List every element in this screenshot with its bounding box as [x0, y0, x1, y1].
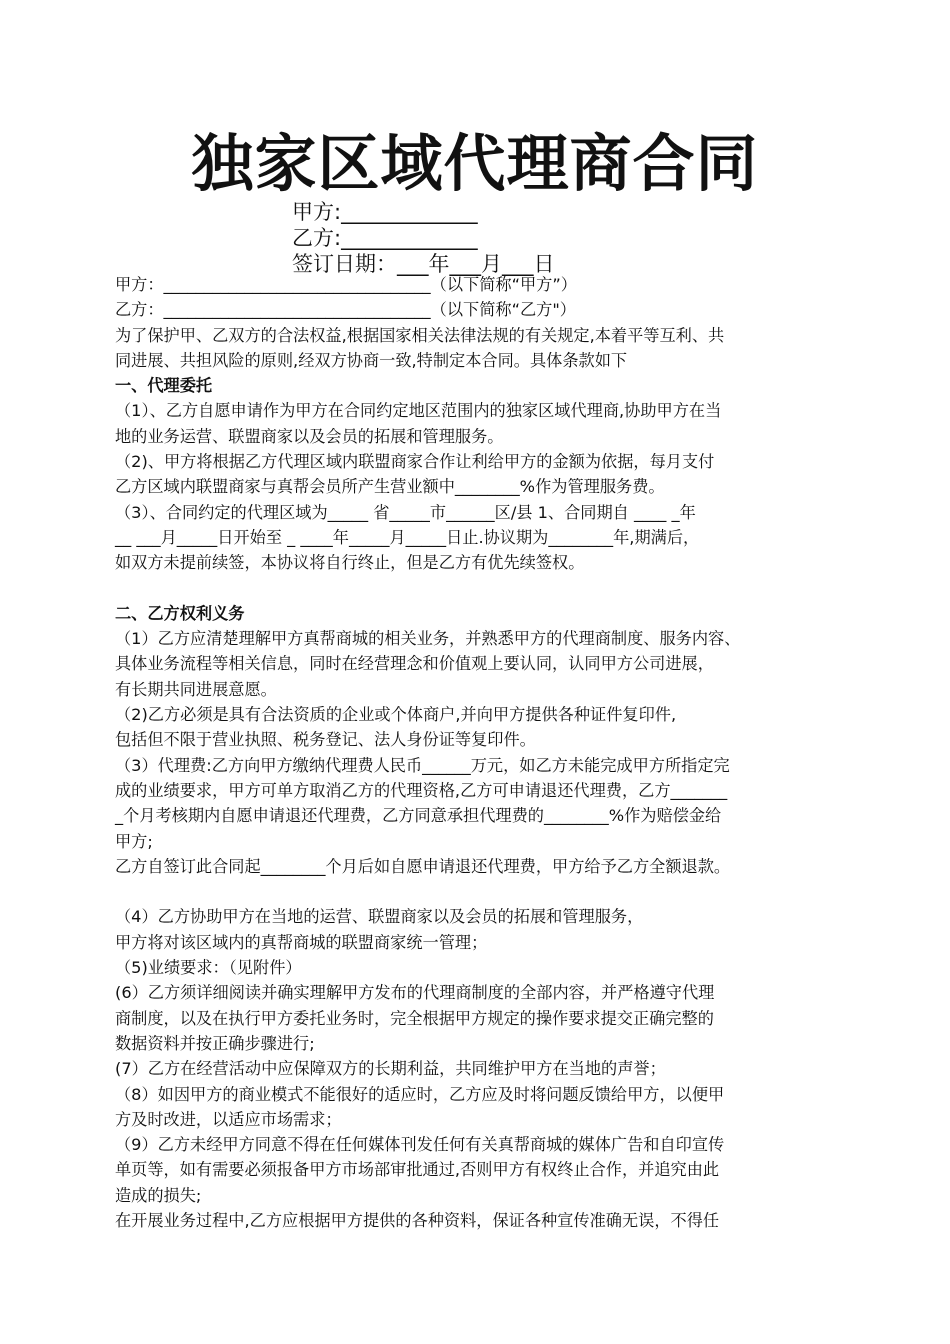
party-b-line: 乙方：_________________________________（以下简称“乙方"） [115, 300, 576, 320]
party-a-line: 甲方：_________________________________（以下简称“甲方”） [115, 275, 577, 294]
clause-line: 数据资料并按正确步骤进行; [115, 1033, 315, 1053]
clause-line: （4）乙方协助甲方在当地的运营、联盟商家以及会员的拓展和管理服务， [115, 907, 644, 927]
clause-line: 单页等，如有需要必须报备甲方市场部审批通过,否则甲方有权终止合作，并追究由此 [115, 1160, 720, 1180]
clause-line: （1）乙方应清楚理解甲方真帮商城的相关业务，并熟悉甲方的代理商制度、服务内容、 [115, 629, 741, 649]
clause-line: (6）乙方须详细阅读并确实理解甲方发布的代理商制度的全部内容，并严格遵守代理 [115, 983, 715, 1003]
clause-line: 乙方自签订此合同起________个月后如自愿申请退还代理费，甲方给予乙方全额退款。 [115, 856, 731, 876]
clause-line: 甲方将对该区域内的真帮商城的联盟商家统一管理； [115, 932, 488, 952]
clause-line: （5)业绩要求：（见附件） [115, 958, 302, 978]
clause-line: (7）乙方在经营活动中应保障双方的长期利益，共同维护甲方在当地的声誉； [115, 1059, 666, 1079]
clause-line: 方及时改进，以适应市场需求； [115, 1109, 342, 1129]
clause-line: （3）代理费:乙方向甲方缴纳代理费人民币______万元，如乙方未能完成甲方所指定完 [115, 755, 730, 775]
clause-line: （9）乙方未经甲方同意不得在任何媒体刊发任何有关真帮商城的媒体广告和自印宣传 [115, 1135, 725, 1155]
clause-line: 造成的损失; [115, 1185, 202, 1205]
section-2-heading: 二、乙方权利义务 [115, 603, 245, 623]
clause-line: （1）、乙方自愿申请作为甲方在合同约定地区范围内的独家区域代理商,协助甲方在当 [115, 401, 722, 421]
clause-line: （2)乙方必须是具有合法资质的企业或个体商户,并向甲方提供各种证件复印件, [115, 705, 677, 725]
blank-line [115, 576, 855, 601]
header-party-b: 乙方:_____________ [292, 226, 478, 250]
clause-line: __ ___月_____日开始至 _ ____年_____月_____日止.协议期为________年,期满后， [115, 527, 700, 547]
clause-line: 地的业务运营、联盟商家以及会员的拓展和管理服务。 [115, 426, 504, 446]
clause-line: 具体业务流程等相关信息，同时在经营理念和价值观上要认同，认同甲方公司进展， [115, 654, 714, 674]
header-party-a: 甲方:_____________ [292, 200, 478, 224]
clause-line: 有长期共同进展意愿。 [115, 679, 277, 699]
section-1-heading: 一、代理委托 [115, 376, 213, 396]
clause-line: （3）、合同约定的代理区域为_____ 省_____市______区/县 1、合同期自 ____ _年 [115, 502, 696, 522]
clause-line: 甲方; [115, 831, 153, 851]
clause-line: 商制度，以及在执行甲方委托业务时，完全根据甲方规定的操作要求提交正确完整的 [115, 1008, 714, 1028]
preamble-line: 为了保护甲、乙双方的合法权益,根据国家相关法律法规的有关规定,本着平等互利、共 [115, 325, 725, 345]
clause-line: （2)、甲方将根据乙方代理区域内联盟商家合作让利给甲方的金额为依据，每月支付 [115, 452, 715, 472]
contract-body [115, 272, 855, 1233]
clause-line: （8）如因甲方的商业模式不能很好的适应时，乙方应及时将问题反馈给甲方，以便甲 [115, 1084, 725, 1104]
preamble-line: 同进展、共担风险的原则,经双方协商一致,特制定本合同。具体条款如下 [115, 350, 628, 370]
clause-line: 在开展业务过程中,乙方应根据甲方提供的各种资料，保证各种宣传准确无误，不得任 [115, 1210, 720, 1230]
contract-title: 独家区域代理商合同 [191, 127, 759, 200]
clause-line: 包括但不限于营业执照、税务登记、法人身份证等复印件。 [115, 730, 536, 750]
header-sign-date: 签订日期：___年___月___日 [292, 252, 555, 276]
blank-line [115, 879, 855, 904]
clause-line: 成的业绩要求，甲方可单方取消乙方的代理资格,乙方可申请退还代理费，乙方_______ [115, 780, 728, 800]
clause-line: 如双方未提前续签，本协议将自行终止，但是乙方有优先续签权。 [115, 553, 585, 573]
clause-line: _个月考核期内自愿申请退还代理费，乙方同意承担代理费的________%作为赔偿金给 [115, 806, 722, 826]
clause-line: 乙方区域内联盟商家与真帮会员所产生营业额中________%作为管理服务费。 [115, 477, 665, 497]
